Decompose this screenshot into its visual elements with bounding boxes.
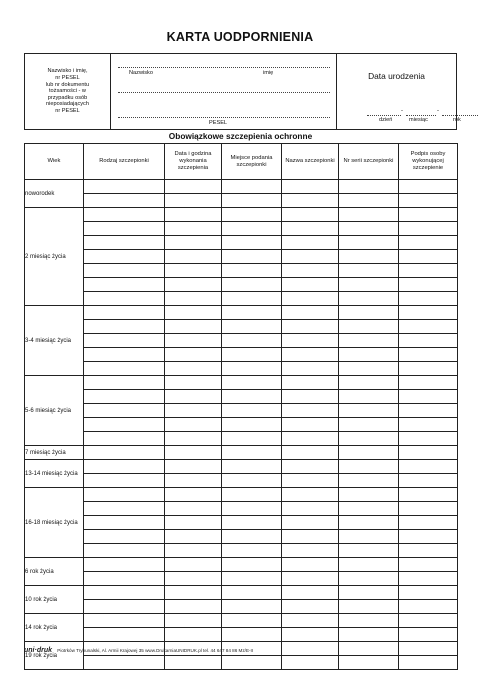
site-cell[interactable] (222, 586, 282, 600)
identity-label-line: nr PESEL (55, 75, 80, 82)
vaccine-type-cell[interactable] (84, 502, 165, 516)
site-cell[interactable] (222, 348, 282, 362)
site-cell[interactable] (222, 278, 282, 292)
batch-number-cell[interactable] (339, 502, 399, 516)
site-cell[interactable] (222, 418, 282, 432)
identity-label-line: przypadku osób (47, 94, 88, 101)
vaccine-name-cell[interactable] (282, 614, 339, 628)
identity-label-line: Nazwisko i imię, (47, 68, 88, 75)
batch-number-cell[interactable] (339, 656, 399, 670)
vaccine-name-cell[interactable] (282, 642, 339, 656)
batch-number-cell[interactable] (339, 460, 399, 474)
signature-cell[interactable] (399, 334, 458, 348)
batch-number-cell[interactable] (339, 530, 399, 544)
vaccine-name-cell[interactable] (282, 628, 339, 642)
vaccine-name-cell[interactable] (282, 306, 339, 320)
batch-number-cell[interactable] (339, 362, 399, 376)
signature-cell[interactable] (399, 628, 458, 642)
date-time-cell[interactable] (165, 222, 222, 236)
vaccine-type-cell[interactable] (84, 460, 165, 474)
vaccine-name-cell[interactable] (282, 516, 339, 530)
table-row (25, 194, 458, 208)
age-group-cell: 7 miesiąc życia (25, 446, 84, 460)
site-cell[interactable] (222, 250, 282, 264)
date-time-cell[interactable] (165, 586, 222, 600)
table-row (25, 656, 458, 670)
site-cell[interactable] (222, 292, 282, 306)
date-time-cell[interactable] (165, 558, 222, 572)
vaccine-type-cell[interactable] (84, 544, 165, 558)
vaccine-type-cell[interactable] (84, 390, 165, 404)
identity-label-line: nr PESEL (55, 107, 80, 114)
date-time-cell[interactable] (165, 180, 222, 194)
vaccine-type-cell[interactable] (84, 418, 165, 432)
date-time-cell[interactable] (165, 376, 222, 390)
vaccine-name-cell[interactable] (282, 180, 339, 194)
signature-cell[interactable] (399, 586, 458, 600)
vaccine-name-cell[interactable] (282, 404, 339, 418)
vaccine-type-cell[interactable] (84, 628, 165, 642)
age-group-cell: 13-14 miesiąc życia (25, 460, 84, 488)
site-cell[interactable] (222, 334, 282, 348)
identity-label-line: tożsamości - w (48, 88, 86, 95)
signature-cell[interactable] (399, 446, 458, 460)
year-label: rok (453, 117, 461, 123)
batch-number-cell[interactable] (339, 432, 399, 446)
age-group-cell: 5-6 miesiąc życia (25, 376, 84, 446)
vaccine-type-cell[interactable] (84, 404, 165, 418)
batch-number-cell[interactable] (339, 250, 399, 264)
site-cell[interactable] (222, 516, 282, 530)
date-time-cell[interactable] (165, 530, 222, 544)
name-label: imię (263, 70, 274, 76)
batch-number-cell[interactable] (339, 516, 399, 530)
site-cell[interactable] (222, 488, 282, 502)
col-header-vaccine-type: Rodzaj szczepionki (84, 144, 165, 180)
vaccine-type-cell[interactable] (84, 236, 165, 250)
vaccine-name-cell[interactable] (282, 390, 339, 404)
date-time-cell[interactable] (165, 362, 222, 376)
signature-cell[interactable] (399, 194, 458, 208)
vaccine-type-cell[interactable] (84, 306, 165, 320)
vaccine-name-cell[interactable] (282, 418, 339, 432)
signature-cell[interactable] (399, 236, 458, 250)
vaccine-name-cell[interactable] (282, 376, 339, 390)
col-header-date-time: Data i godzina wykonania szczepienia (165, 144, 222, 180)
batch-number-cell[interactable] (339, 572, 399, 586)
signature-cell[interactable] (399, 642, 458, 656)
signature-cell[interactable] (399, 418, 458, 432)
signature-cell[interactable] (399, 614, 458, 628)
date-time-cell[interactable] (165, 278, 222, 292)
vaccine-name-cell[interactable] (282, 502, 339, 516)
vaccine-name-cell[interactable] (282, 250, 339, 264)
vaccine-name-cell[interactable] (282, 432, 339, 446)
date-time-cell[interactable] (165, 236, 222, 250)
date-time-cell[interactable] (165, 628, 222, 642)
site-cell[interactable] (222, 306, 282, 320)
table-row (25, 502, 458, 516)
site-cell[interactable] (222, 432, 282, 446)
site-cell[interactable] (222, 460, 282, 474)
vaccine-name-cell[interactable] (282, 530, 339, 544)
signature-cell[interactable] (399, 320, 458, 334)
vaccine-type-cell[interactable] (84, 334, 165, 348)
signature-cell[interactable] (399, 390, 458, 404)
vaccine-type-cell[interactable] (84, 516, 165, 530)
date-time-cell[interactable] (165, 432, 222, 446)
site-cell[interactable] (222, 474, 282, 488)
surname-label: Nazwisko (129, 70, 153, 76)
date-time-cell[interactable] (165, 544, 222, 558)
vaccine-name-cell[interactable] (282, 264, 339, 278)
vaccine-type-cell[interactable] (84, 376, 165, 390)
date-time-cell[interactable] (165, 292, 222, 306)
table-row (25, 474, 458, 488)
signature-cell[interactable] (399, 544, 458, 558)
vaccine-type-cell[interactable] (84, 474, 165, 488)
table-row (25, 348, 458, 362)
date-time-cell[interactable] (165, 656, 222, 670)
batch-number-cell[interactable] (339, 544, 399, 558)
table-row (25, 460, 458, 474)
col-header-age: Wiek (25, 144, 84, 180)
identity-box (24, 53, 461, 130)
table-row (25, 600, 458, 614)
batch-number-cell[interactable] (339, 628, 399, 642)
date-time-cell[interactable] (165, 600, 222, 614)
vaccine-name-cell[interactable] (282, 362, 339, 376)
vaccine-name-cell[interactable] (282, 488, 339, 502)
vaccine-name-cell[interactable] (282, 446, 339, 460)
vaccination-table (24, 143, 458, 670)
vaccine-type-cell[interactable] (84, 264, 165, 278)
dob-separator: - (401, 108, 403, 114)
batch-number-cell[interactable] (339, 222, 399, 236)
site-cell[interactable] (222, 572, 282, 586)
dob-month-field[interactable] (406, 115, 436, 116)
vaccine-type-cell[interactable] (84, 278, 165, 292)
table-row (25, 362, 458, 376)
site-cell[interactable] (222, 544, 282, 558)
age-group-cell: 6 rok życia (25, 558, 84, 586)
pesel-label: PESEL (209, 120, 228, 126)
section-title: Obowiązkowe szczepienia ochronne (168, 131, 313, 141)
batch-number-cell[interactable] (339, 474, 399, 488)
signature-cell[interactable] (399, 264, 458, 278)
vaccine-type-cell[interactable] (84, 180, 165, 194)
table-row (25, 180, 458, 194)
age-group-cell: 10 rok życia (25, 586, 84, 614)
signature-cell[interactable] (399, 348, 458, 362)
identity-extra-line[interactable] (118, 92, 330, 93)
identity-label (25, 54, 111, 129)
batch-number-cell[interactable] (339, 642, 399, 656)
footer-text: Piotrków Trybunalski, Al. Armii Krajowej 35 www.DrukarniaUNIDRUK.pl tel. 44 647 84 86 Mz/E-II (57, 648, 254, 653)
signature-cell[interactable] (399, 306, 458, 320)
vaccine-name-cell[interactable] (282, 348, 339, 362)
table-row (25, 404, 458, 418)
age-group-cell: 3-4 miesiąc życia (25, 306, 84, 376)
batch-number-cell[interactable] (339, 278, 399, 292)
pesel-line[interactable] (118, 117, 330, 118)
vaccine-type-cell[interactable] (84, 600, 165, 614)
date-time-cell[interactable] (165, 516, 222, 530)
date-time-cell[interactable] (165, 250, 222, 264)
table-row (25, 208, 458, 222)
identity-label-lines (46, 68, 89, 114)
date-time-cell[interactable] (165, 404, 222, 418)
signature-cell[interactable] (399, 432, 458, 446)
batch-number-cell[interactable] (339, 418, 399, 432)
table-row (25, 586, 458, 600)
table-body (25, 180, 458, 670)
vaccine-name-cell[interactable] (282, 334, 339, 348)
table-row (25, 334, 458, 348)
date-time-cell[interactable] (165, 488, 222, 502)
batch-number-cell[interactable] (339, 558, 399, 572)
vaccine-type-cell[interactable] (84, 348, 165, 362)
batch-number-cell[interactable] (339, 600, 399, 614)
signature-cell[interactable] (399, 362, 458, 376)
vaccine-name-cell[interactable] (282, 460, 339, 474)
site-cell[interactable] (222, 502, 282, 516)
batch-number-cell[interactable] (339, 348, 399, 362)
batch-number-cell[interactable] (339, 404, 399, 418)
batch-number-cell[interactable] (339, 320, 399, 334)
age-group-cell: 19 rok życia (25, 642, 84, 670)
date-time-cell[interactable] (165, 264, 222, 278)
vaccine-name-cell[interactable] (282, 222, 339, 236)
publisher-logo: uni·druk (24, 647, 52, 654)
vaccine-type-cell[interactable] (84, 222, 165, 236)
vaccine-type-cell[interactable] (84, 488, 165, 502)
table-header-row (25, 144, 458, 180)
site-cell[interactable] (222, 614, 282, 628)
signature-cell[interactable] (399, 180, 458, 194)
site-cell[interactable] (222, 194, 282, 208)
vaccine-name-cell[interactable] (282, 558, 339, 572)
site-cell[interactable] (222, 180, 282, 194)
site-cell[interactable] (222, 362, 282, 376)
date-time-cell[interactable] (165, 194, 222, 208)
table-row (25, 544, 458, 558)
vaccine-type-cell[interactable] (84, 320, 165, 334)
vaccine-type-cell[interactable] (84, 446, 165, 460)
table-row (25, 222, 458, 236)
vaccine-type-cell[interactable] (84, 208, 165, 222)
table-row (25, 236, 458, 250)
vaccine-name-cell[interactable] (282, 656, 339, 670)
signature-cell[interactable] (399, 292, 458, 306)
date-time-cell[interactable] (165, 446, 222, 460)
batch-number-cell[interactable] (339, 586, 399, 600)
col-header-signature: Podpis osoby wykonującej szczepienie (399, 144, 458, 180)
identity-fields (111, 54, 337, 129)
batch-number-cell[interactable] (339, 488, 399, 502)
age-group-cell: 2 miesiąc życia (25, 208, 84, 306)
batch-number-cell[interactable] (339, 614, 399, 628)
table-row (25, 628, 458, 642)
batch-number-cell[interactable] (339, 194, 399, 208)
table-row (25, 306, 458, 320)
signature-cell[interactable] (399, 558, 458, 572)
month-label: miesiąc (409, 117, 428, 123)
date-time-cell[interactable] (165, 208, 222, 222)
vaccine-name-cell[interactable] (282, 320, 339, 334)
site-cell[interactable] (222, 558, 282, 572)
date-time-cell[interactable] (165, 572, 222, 586)
signature-cell[interactable] (399, 572, 458, 586)
age-group-cell: 14 rok życia (25, 614, 84, 642)
date-time-cell[interactable] (165, 614, 222, 628)
identity-label-line: lub nr dokumentu (45, 81, 90, 88)
signature-cell[interactable] (399, 278, 458, 292)
date-time-cell[interactable] (165, 306, 222, 320)
site-cell[interactable] (222, 236, 282, 250)
vaccine-type-cell[interactable] (84, 250, 165, 264)
age-group-cell: 16-18 miesiąc życia (25, 488, 84, 558)
date-time-cell[interactable] (165, 418, 222, 432)
site-cell[interactable] (222, 530, 282, 544)
table-row (25, 376, 458, 390)
signature-cell[interactable] (399, 376, 458, 390)
col-header-vaccine-name: Nazwa szczepionki (282, 144, 339, 180)
site-cell[interactable] (222, 320, 282, 334)
signature-cell[interactable] (399, 474, 458, 488)
footer (24, 647, 253, 654)
vaccine-name-cell[interactable] (282, 586, 339, 600)
batch-number-cell[interactable] (339, 334, 399, 348)
table-row (25, 488, 458, 502)
table-row (25, 418, 458, 432)
batch-number-cell[interactable] (339, 208, 399, 222)
batch-number-cell[interactable] (339, 306, 399, 320)
site-cell[interactable] (222, 390, 282, 404)
site-cell[interactable] (222, 222, 282, 236)
date-time-cell[interactable] (165, 390, 222, 404)
batch-number-cell[interactable] (339, 236, 399, 250)
vaccine-type-cell[interactable] (84, 530, 165, 544)
table-row (25, 614, 458, 628)
signature-cell[interactable] (399, 600, 458, 614)
vaccine-type-cell[interactable] (84, 558, 165, 572)
dob-title: Data urodzenia (368, 71, 425, 81)
date-time-cell[interactable] (165, 348, 222, 362)
table-row (25, 292, 458, 306)
site-cell[interactable] (222, 264, 282, 278)
col-header-site: Miejsce podania szczepionki (222, 144, 282, 180)
batch-number-cell[interactable] (339, 264, 399, 278)
table-row (25, 572, 458, 586)
signature-cell[interactable] (399, 222, 458, 236)
signature-cell[interactable] (399, 530, 458, 544)
vaccine-type-cell[interactable] (84, 614, 165, 628)
vaccine-type-cell[interactable] (84, 194, 165, 208)
page-title: KARTA UODPORNIENIA (166, 30, 314, 44)
table-row (25, 250, 458, 264)
vaccine-type-cell[interactable] (84, 432, 165, 446)
vaccine-type-cell[interactable] (84, 292, 165, 306)
vaccine-name-cell[interactable] (282, 292, 339, 306)
table-row (25, 530, 458, 544)
identity-label-line: nieposiadających (46, 101, 89, 108)
vaccine-name-cell[interactable] (282, 278, 339, 292)
date-time-cell[interactable] (165, 320, 222, 334)
vaccine-name-cell[interactable] (282, 236, 339, 250)
vaccine-type-cell[interactable] (84, 656, 165, 670)
date-time-cell[interactable] (165, 474, 222, 488)
table-row (25, 432, 458, 446)
batch-number-cell[interactable] (339, 390, 399, 404)
vaccine-name-cell[interactable] (282, 194, 339, 208)
date-time-cell[interactable] (165, 334, 222, 348)
site-cell[interactable] (222, 600, 282, 614)
table-row (25, 516, 458, 530)
age-group-cell: noworodek (25, 180, 84, 208)
date-of-birth (337, 54, 461, 129)
batch-number-cell[interactable] (339, 292, 399, 306)
dob-day-field[interactable] (367, 115, 401, 116)
surname-name-line[interactable] (118, 67, 330, 68)
batch-number-cell[interactable] (339, 376, 399, 390)
table-row (25, 320, 458, 334)
signature-cell[interactable] (399, 250, 458, 264)
vaccine-type-cell[interactable] (84, 586, 165, 600)
date-time-cell[interactable] (165, 502, 222, 516)
site-cell[interactable] (222, 628, 282, 642)
vaccine-name-cell[interactable] (282, 544, 339, 558)
signature-cell[interactable] (399, 208, 458, 222)
signature-cell[interactable] (399, 656, 458, 670)
table-row (25, 446, 458, 460)
table-row (25, 264, 458, 278)
day-label: dzień (379, 117, 393, 123)
vaccine-name-cell[interactable] (282, 600, 339, 614)
table-row (25, 390, 458, 404)
vaccine-type-cell[interactable] (84, 572, 165, 586)
signature-cell[interactable] (399, 404, 458, 418)
batch-number-cell[interactable] (339, 180, 399, 194)
vaccine-name-cell[interactable] (282, 572, 339, 586)
site-cell[interactable] (222, 404, 282, 418)
vaccine-name-cell[interactable] (282, 474, 339, 488)
vaccine-type-cell[interactable] (84, 362, 165, 376)
dob-separator: - (437, 108, 439, 114)
site-cell[interactable] (222, 656, 282, 670)
site-cell[interactable] (222, 446, 282, 460)
site-cell[interactable] (222, 376, 282, 390)
signature-cell[interactable] (399, 488, 458, 502)
dob-year-field[interactable] (442, 115, 478, 116)
site-cell[interactable] (222, 208, 282, 222)
signature-cell[interactable] (399, 516, 458, 530)
batch-number-cell[interactable] (339, 446, 399, 460)
table-row (25, 558, 458, 572)
col-header-batch-number: Nr serii szczepionki (339, 144, 399, 180)
table-row (25, 278, 458, 292)
vaccine-name-cell[interactable] (282, 208, 339, 222)
signature-cell[interactable] (399, 460, 458, 474)
date-time-cell[interactable] (165, 460, 222, 474)
signature-cell[interactable] (399, 502, 458, 516)
